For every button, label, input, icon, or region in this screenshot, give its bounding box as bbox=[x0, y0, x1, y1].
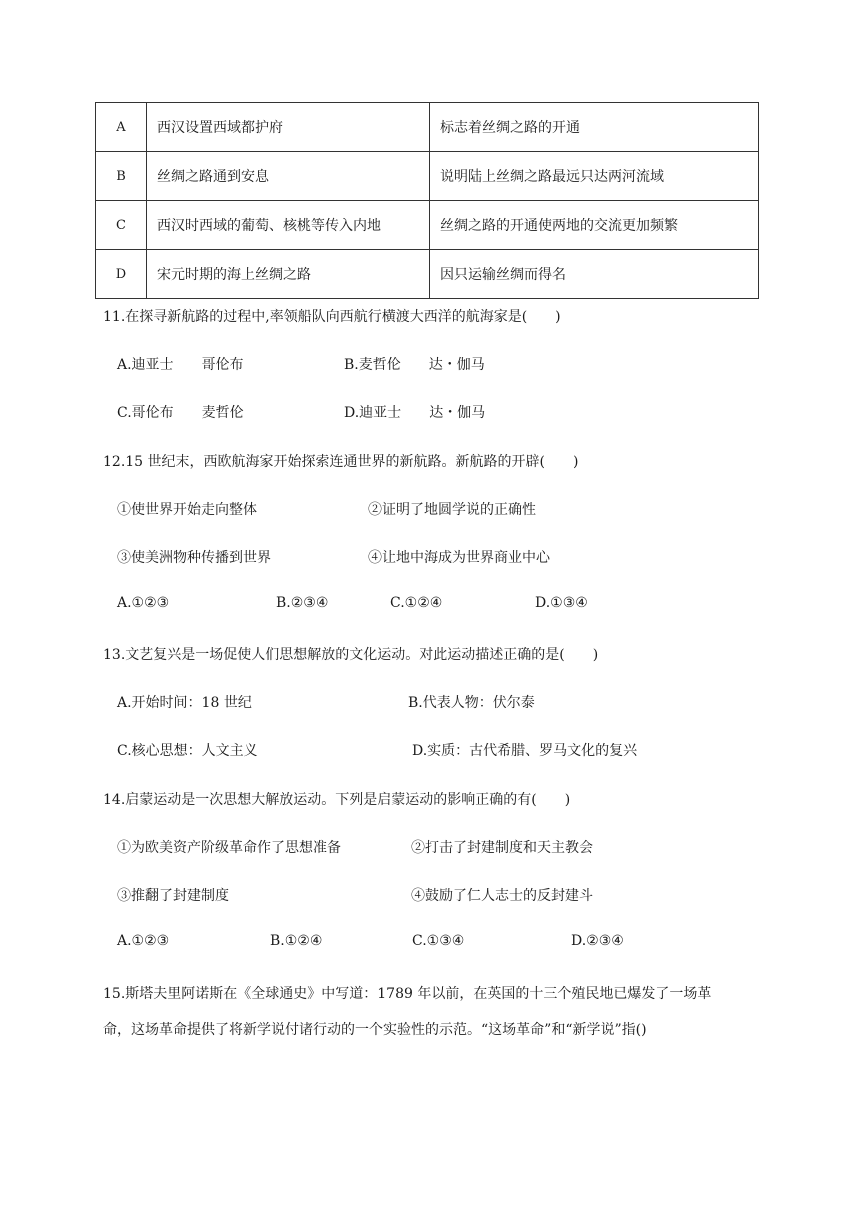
question-15-line-1: 15.斯塔夫里阿诺斯在《全球通史》中写道：1789 年以前，在英国的十三个殖民地已爆发了一场革 bbox=[103, 986, 712, 1002]
q11-option-a-first: A.迪亚士 bbox=[117, 357, 174, 373]
row-letter: B bbox=[96, 152, 147, 201]
q14-statement-2: ②打击了封建制度和天主教会 bbox=[411, 840, 593, 856]
q12-option-b: B.②③④ bbox=[276, 595, 329, 611]
q11-option-c bbox=[117, 402, 244, 422]
q11-option-b-second: 达・伽马 bbox=[428, 357, 485, 373]
row-judgment: 丝绸之路的开通使两地的交流更加频繁 bbox=[430, 201, 759, 250]
question-15-line-2: 命，这场革命提供了将新学说付诸行动的一个实验性的示范。“这场革命”和“新学说”指() bbox=[103, 1022, 647, 1038]
row-statement: 宋元时期的海上丝绸之路 bbox=[147, 250, 430, 299]
row-judgment: 标志着丝绸之路的开通 bbox=[430, 103, 759, 152]
q14-option-b: B.①②④ bbox=[270, 933, 323, 949]
q11-option-b-first: B.麦哲伦 bbox=[344, 357, 401, 373]
row-statement: 西汉时西域的葡萄、核桃等传入内地 bbox=[147, 201, 430, 250]
q13-option-c: C.核心思想：人文主义 bbox=[117, 743, 258, 759]
q12-option-d: D.①③④ bbox=[535, 595, 588, 611]
table-row bbox=[96, 103, 759, 152]
q14-option-d: D.②③④ bbox=[571, 933, 624, 949]
table-row bbox=[96, 152, 759, 201]
q14-statement-4: ④鼓励了仁人志士的反封建斗 bbox=[411, 888, 593, 904]
q11-option-b bbox=[344, 354, 485, 374]
q12-statement-3: ③使美洲物种传播到世界 bbox=[117, 550, 271, 566]
row-statement: 丝绸之路通到安息 bbox=[147, 152, 430, 201]
row-letter: D bbox=[96, 250, 147, 299]
q11-option-d-first: D.迪亚士 bbox=[344, 405, 402, 421]
options-table bbox=[95, 102, 759, 299]
q14-statement-3: ③推翻了封建制度 bbox=[117, 888, 229, 904]
q11-option-a-second: 哥伦布 bbox=[201, 357, 244, 373]
row-judgment: 因只运输丝绸而得名 bbox=[430, 250, 759, 299]
question-14-stem: 14.启蒙运动是一次思想大解放运动。下列是启蒙运动的影响正确的有( ) bbox=[103, 792, 571, 808]
row-statement: 西汉设置西域都护府 bbox=[147, 103, 430, 152]
question-13-stem: 13.文艺复兴是一场促使人们思想解放的文化运动。对此运动描述正确的是( ) bbox=[103, 647, 599, 663]
q11-option-a bbox=[117, 354, 244, 374]
q14-option-c: C.①③④ bbox=[412, 933, 465, 949]
row-letter: A bbox=[96, 103, 147, 152]
q12-statement-2: ②证明了地圆学说的正确性 bbox=[368, 502, 536, 518]
q13-option-d: D.实质：古代希腊、罗马文化的复兴 bbox=[412, 743, 638, 759]
q14-option-a: A.①②③ bbox=[117, 933, 170, 949]
q12-option-a: A.①②③ bbox=[117, 595, 170, 611]
q14-statement-1: ①为欧美资产阶级革命作了思想准备 bbox=[117, 840, 341, 856]
q11-option-d-second: 达・伽马 bbox=[429, 405, 486, 421]
table-row bbox=[96, 201, 759, 250]
row-judgment: 说明陆上丝绸之路最远只达两河流域 bbox=[430, 152, 759, 201]
q11-option-d bbox=[344, 402, 485, 422]
table-row bbox=[96, 250, 759, 299]
row-letter: C bbox=[96, 201, 147, 250]
question-12-stem: 12.15 世纪末，西欧航海家开始探索连通世界的新航路。新航路的开辟( ) bbox=[103, 454, 579, 470]
question-11-stem: 11.在探寻新航路的过程中,率领船队向西航行横渡大西洋的航海家是( ) bbox=[103, 309, 561, 325]
q12-statement-4: ④让地中海成为世界商业中心 bbox=[368, 550, 550, 566]
q13-option-b: B.代表人物：伏尔泰 bbox=[408, 695, 535, 711]
q12-statement-1: ①使世界开始走向整体 bbox=[117, 502, 257, 518]
q12-option-c: C.①②④ bbox=[390, 595, 443, 611]
q11-option-c-second: 麦哲伦 bbox=[201, 405, 244, 421]
q11-option-c-first: C.哥伦布 bbox=[117, 405, 174, 421]
q13-option-a: A.开始时间：18 世纪 bbox=[117, 695, 252, 711]
